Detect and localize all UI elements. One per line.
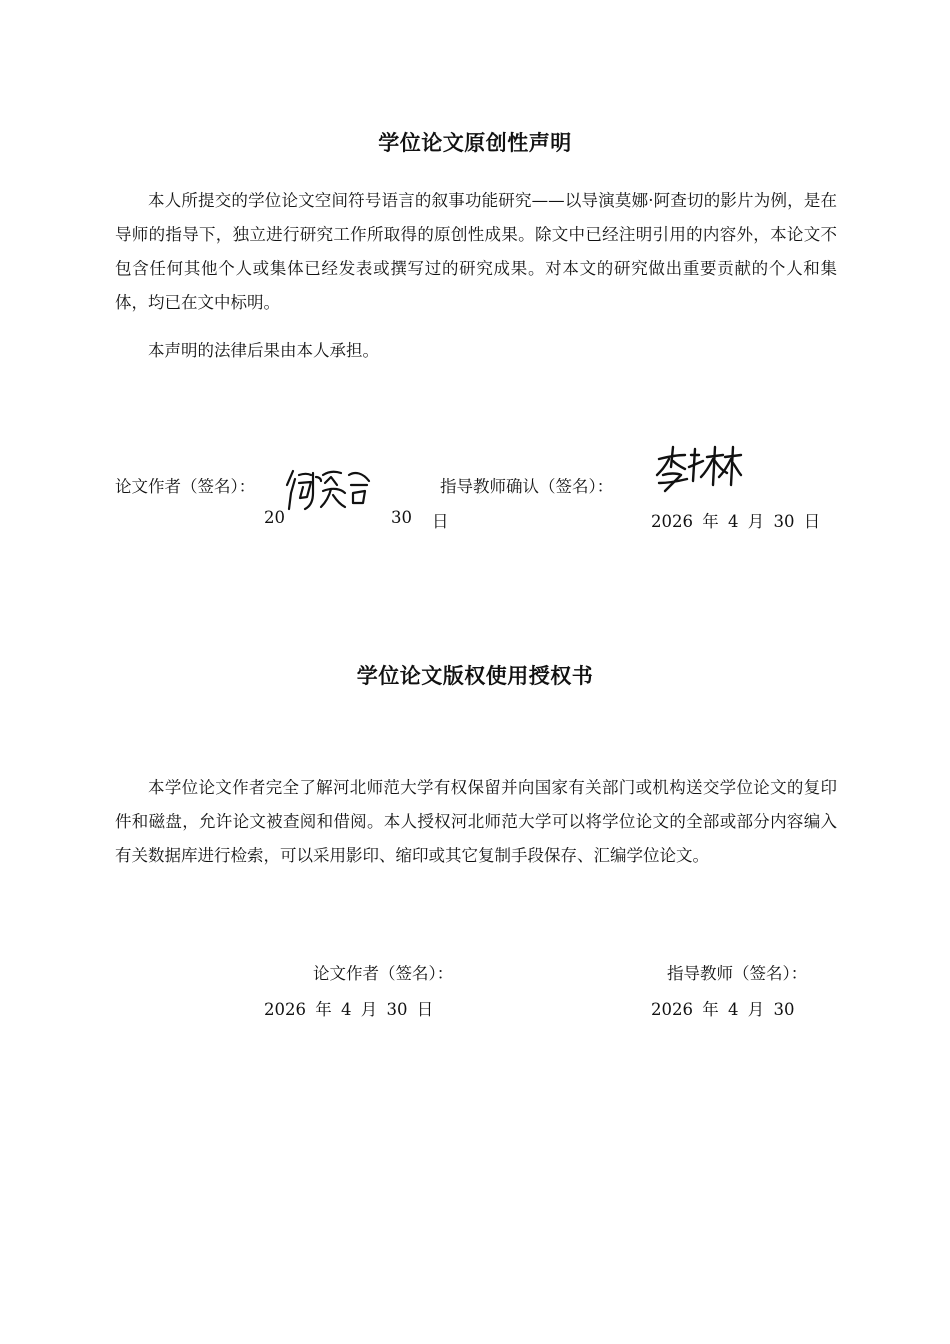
authorization-author-label: 论文作者（签名）： [313, 964, 454, 983]
authorization-advisor-label: 指导教师（签名）： [667, 964, 808, 983]
declaration-body: 本人所提交的学位论文空间符号语言的叙事功能研究——以导演莫娜·阿查切的影片为例，是在导师的指导下，独立进行研究工作所取得的原创性成果。除文中已经注明引用的内容外，本论文不包含任何其他个人或集体已经发表或撰写过的研究成果。对本文的研究做出重要贡献的个人和集体，均已在文中标明。 [115, 191, 837, 312]
declaration-advisor-date: 2026 年 4 月 30 日 [651, 512, 821, 531]
declaration-advisor-label: 指导教师确认（签名）： [440, 477, 614, 496]
declaration-author-date-day: 30 [391, 508, 412, 527]
declaration-liability: 本声明的法律后果由本人承担。 [148, 341, 379, 360]
advisor-signature-image [655, 445, 743, 495]
declaration-title: 学位论文原创性声明 [378, 131, 572, 155]
declaration-author-date-start: 20 [264, 508, 285, 527]
authorization-title: 学位论文版权使用授权书 [356, 664, 594, 688]
declaration-author-label: 论文作者（签名）： [115, 477, 256, 496]
declaration-author-date-unit: 日 [432, 512, 449, 531]
author-signature-image [283, 463, 375, 515]
authorization-body: 本学位论文作者完全了解河北师范大学有权保留并向国家有关部门或机构送交学位论文的复印件和磁盘，允许论文被查阅和借阅。本人授权河北师范大学可以将学位论文的全部或部分内容编入有关数据库进行检索，可以采用影印、缩印或其它复制手段保存、汇编学位论文。 [115, 778, 837, 865]
authorization-author-date: 2026 年 4 月 30 日 [264, 1000, 434, 1019]
authorization-advisor-date: 2026 年 4 月 30 [651, 1000, 795, 1019]
